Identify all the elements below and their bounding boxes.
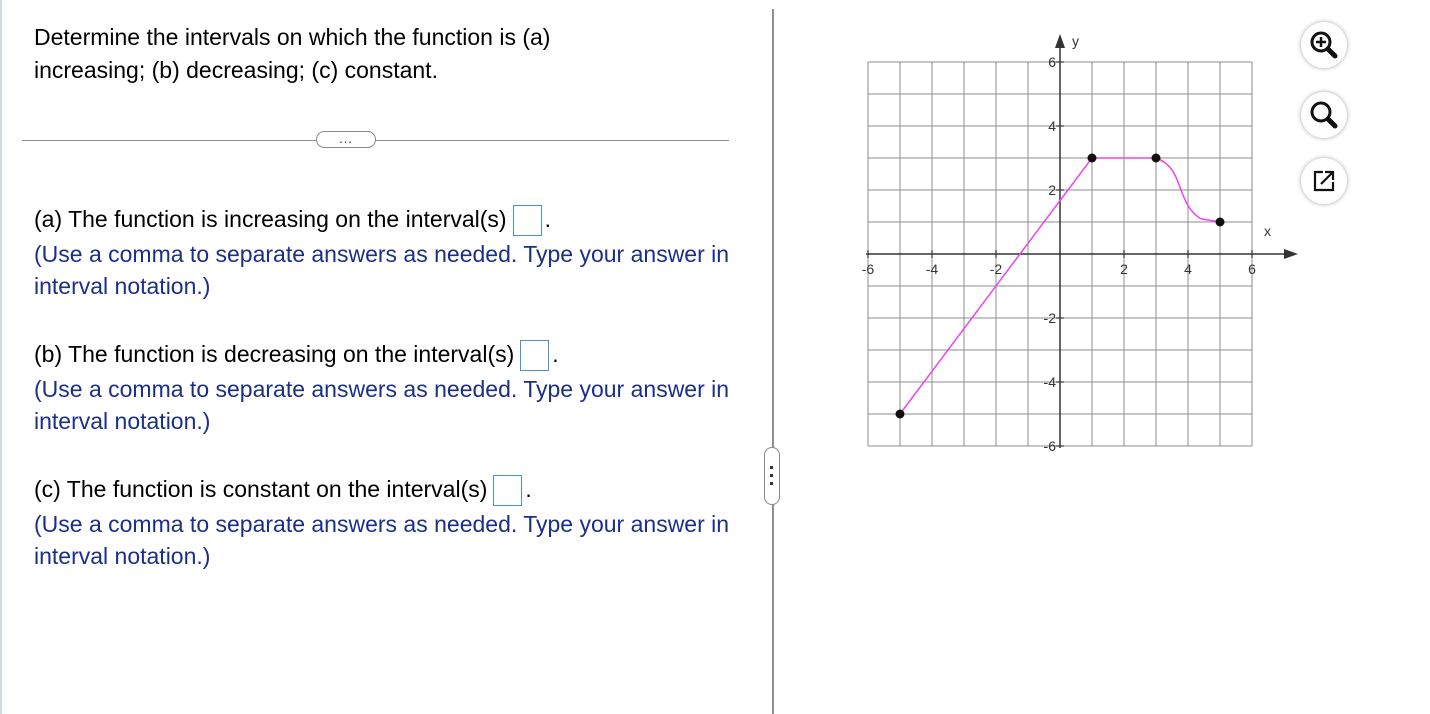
zoom-in-icon	[1301, 22, 1347, 68]
zoom-in-button[interactable]	[1301, 22, 1347, 68]
x-tick-label: -6	[861, 261, 875, 277]
part-b-prompt: (b) The function is decreasing on the interval(s)	[34, 341, 515, 367]
part-a-period: .	[544, 206, 551, 232]
part-a-hint: (Use a comma to separate answers as needed. Type your answer in interval notation.)	[34, 241, 730, 299]
y-axis-arrow	[1055, 34, 1065, 48]
part-c	[34, 474, 734, 572]
x-tick-label: -2	[989, 261, 1003, 277]
question-text: Determine the intervals on which the function is (a) increasing; (b) decreasing; (c) constant.	[34, 24, 551, 83]
panel-divider[interactable]	[772, 9, 774, 714]
part-a	[34, 204, 734, 302]
y-tick-label: 6	[1048, 54, 1056, 70]
zoom-out-icon	[1301, 92, 1347, 138]
part-c-prompt: (c) The function is constant on the interval(s)	[34, 476, 488, 502]
part-b-answer-input[interactable]	[520, 340, 549, 371]
part-a-answer-input[interactable]	[513, 205, 542, 236]
curve-point	[1152, 154, 1161, 163]
x-tick-label: 4	[1184, 261, 1192, 277]
part-a-prompt: (a) The function is increasing on the interval(s)	[34, 206, 507, 232]
curve-point	[896, 410, 905, 419]
y-tick-label: -6	[1043, 438, 1056, 454]
x-tick-label: 6	[1248, 261, 1256, 277]
y-tick-label: -4	[1043, 374, 1056, 390]
zoom-out-button[interactable]	[1301, 92, 1347, 138]
graph-axes	[866, 34, 1298, 448]
x-axis-arrow	[1284, 249, 1298, 259]
function-graph	[840, 20, 1300, 470]
pop-out-icon	[1301, 158, 1347, 204]
y-axis-label: y	[1072, 33, 1079, 49]
x-tick-label: 2	[1120, 261, 1128, 277]
left-border	[0, 0, 2, 714]
y-tick-label: 4	[1048, 118, 1056, 134]
curve-point	[1088, 154, 1097, 163]
part-b-hint: (Use a comma to separate answers as needed. Type your answer in interval notation.)	[34, 376, 730, 434]
y-tick-label: -2	[1043, 310, 1056, 326]
curve-point	[1216, 218, 1225, 227]
x-axis-label: x	[1264, 223, 1271, 239]
part-b	[34, 339, 734, 437]
x-tick-label: -4	[925, 261, 939, 277]
part-c-period: .	[525, 476, 532, 502]
part-c-hint: (Use a comma to separate answers as needed. Type your answer in interval notation.)	[34, 511, 730, 569]
panel-drag-handle[interactable]	[764, 447, 780, 505]
pop-out-button[interactable]	[1301, 158, 1347, 204]
y-tick-label: 2	[1048, 182, 1056, 198]
show-more-button[interactable]: ...	[316, 131, 376, 148]
part-c-answer-input[interactable]	[493, 475, 522, 506]
part-b-period: .	[552, 341, 559, 367]
